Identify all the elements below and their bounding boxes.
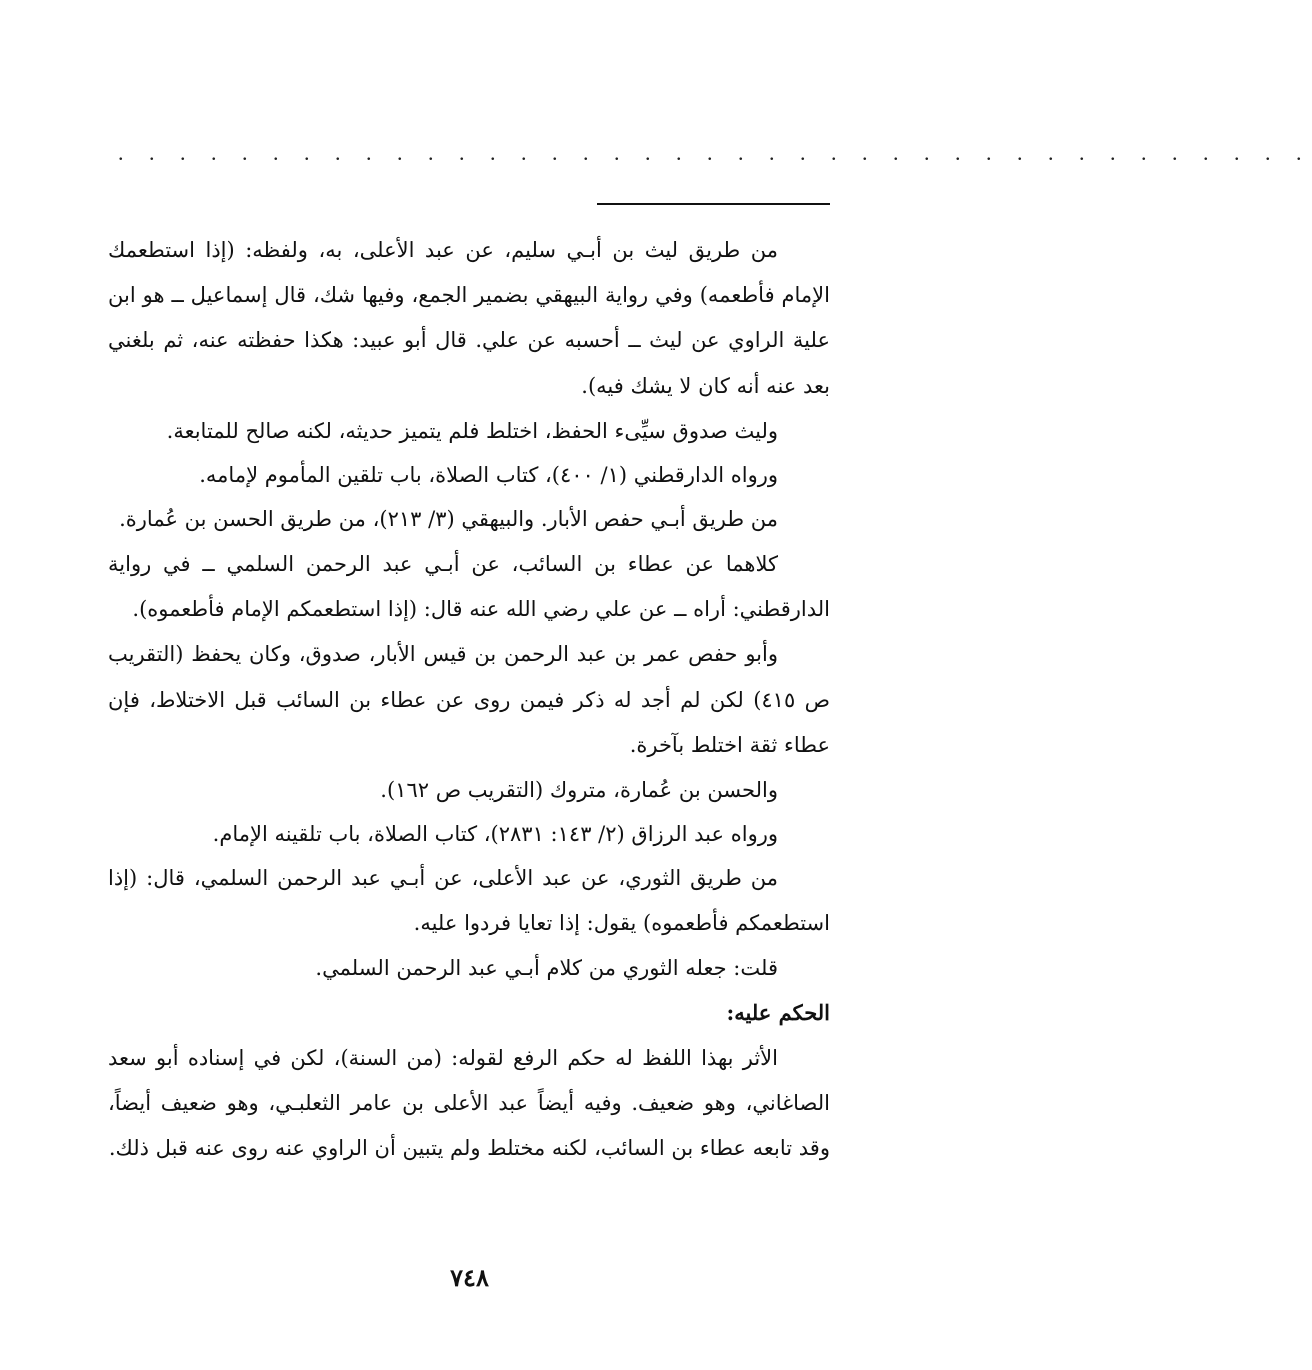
paragraph: قلت: جعله الثوري من كلام أبـي عبد الرحمن السلمي. (315, 956, 778, 981)
paragraph: وليث صدوق سيِّىء الحفظ، اختلط فلم يتميز حديثه، لكنه صالح للمتابعة. (166, 418, 778, 443)
paragraph: من طريق ليث بن أبـي سليم، عن عبد الأعلى، به، ولفظه: (إذا استطعمك الإمام فأطعمه) وفي رواية البيهقي بضمير الجمع، وفيها شك، قال إسماعيل ــ هو ابن علية الراوي عن ليث ــ أحسبه عن علي. قال أبو عبيد: هكذا حفظته عنه، ثم بلغني بعد عنه أنه كان لا يشك فيه). (108, 238, 830, 398)
paragraph: من طريق أبـي حفص الأبار. والبيهقي (٣/ ٢١٣)، من طريق الحسن بن عُمارة. (119, 506, 778, 531)
header-dotted-separator: . . . . . . . . . . . . . . . . . . . . . . . . . . . . . . . . . . . . . . . (118, 140, 1312, 165)
paragraph: الأثر بهذا اللفظ له حكم الرفع لقوله: (من السنة)، لكن في إسناده أبو سعد الصاغاني، وهو ضعيف. وفيه أيضاً عبد الأعلى بن عامر الثعلبـي، وهو ضعيف أيضاً، وقد تابعه عطاء بن السائب، لكنه مختلط ولم يتبين أن الراوي عنه روى عنه قبل ذلك. (108, 1045, 830, 1161)
paragraph: من طريق الثوري، عن عبد الأعلى، عن أبـي عبد الرحمن السلمي، قال: (إذا استطعمكم فأطعموه) يقول: إذا تعايا فردوا عليه. (108, 866, 830, 936)
paragraph: وأبو حفص عمر بن عبد الرحمن بن قيس الأبار، صدوق، وكان يحفظ (التقريب ص ٤١٥) لكن لم أجد له ذكر فيمن روى عن عطاء بن السائب قبل الاختلاط، فإن عطاء ثقة اختلط بآخرة. (108, 642, 830, 757)
paragraph: كلاهما عن عطاء بن السائب، عن أبـي عبد الرحمن السلمي ــ في رواية الدارقطني: أراه ــ عن علي رضي الله عنه قال: (إذا استطعمكم الإمام فأطعموه). (108, 552, 830, 622)
paragraph: ورواه الدارقطني (١/ ٤٠٠)، كتاب الصلاة، باب تلقين المأموم لإمامه. (199, 462, 778, 487)
footnote-rule (597, 203, 830, 205)
section-heading: الحكم عليه: (726, 1000, 830, 1026)
paragraph: ورواه عبد الرزاق (٢/ ١٤٣: ٢٨٣١)، كتاب الصلاة، باب تلقينه الإمام. (212, 822, 778, 847)
page-number: ٧٤٨ (450, 1263, 489, 1292)
paragraph: والحسن بن عُمارة، متروك (التقريب ص ١٦٢). (380, 778, 778, 803)
page-body (108, 228, 830, 1171)
